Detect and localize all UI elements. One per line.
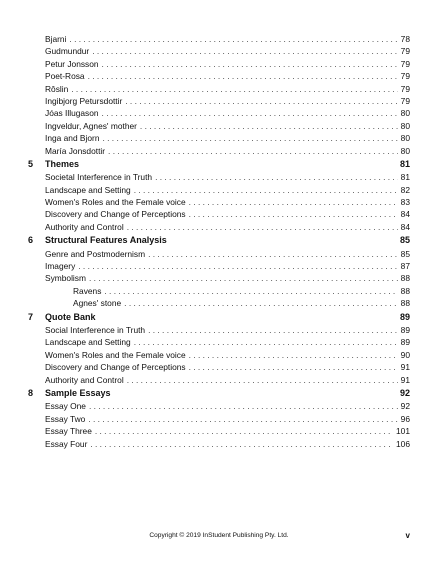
dot-leader <box>89 400 398 412</box>
toc-entry[interactable] <box>28 221 410 233</box>
entry-title: Discovery and Change of Perceptions <box>45 362 186 373</box>
entry-page-number: 81 <box>400 172 410 183</box>
dot-leader <box>114 386 397 400</box>
dot-leader <box>89 272 398 284</box>
entry-title: Quote Bank <box>45 311 96 322</box>
toc-chapter-entry[interactable] <box>28 157 410 171</box>
toc-entry[interactable] <box>28 374 410 386</box>
chapter-number: 5 <box>28 158 34 169</box>
entry-page-number: 89 <box>400 337 410 348</box>
entry-page-number: 80 <box>400 120 410 131</box>
dot-leader <box>134 184 398 196</box>
dot-leader <box>189 349 398 361</box>
chapter-number: 8 <box>28 387 34 398</box>
dot-leader <box>170 233 397 247</box>
dot-leader <box>134 336 398 348</box>
toc-entry[interactable] <box>28 184 410 196</box>
toc-entry[interactable] <box>28 248 410 260</box>
entry-title: Symbolism <box>45 273 86 284</box>
entry-title: Jóas Illugason <box>45 108 99 119</box>
toc-entry[interactable] <box>28 145 410 157</box>
dot-leader <box>104 285 397 297</box>
entry-page-number: 80 <box>400 133 410 144</box>
toc-entry[interactable] <box>28 400 410 412</box>
entry-page-number: 85 <box>400 248 410 259</box>
entry-page-number: 101 <box>396 426 410 437</box>
entry-page-number: 89 <box>400 324 410 335</box>
entry-title: Discovery and Change of Perceptions <box>45 209 186 220</box>
entry-title: Inga and Bjorn <box>45 133 100 144</box>
entry-page-number: 81 <box>399 158 410 169</box>
entry-title: Petur Jonsson <box>45 58 99 69</box>
dot-leader <box>148 324 398 336</box>
entry-title: Landscape and Setting <box>45 184 131 195</box>
dot-leader <box>140 120 398 132</box>
entry-title: Ingveldur, Agnes' mother <box>45 120 137 131</box>
dot-leader <box>102 132 397 144</box>
entry-page-number: 80 <box>400 108 410 119</box>
entry-page-number: 79 <box>400 83 410 94</box>
entry-page-number: 88 <box>400 285 410 296</box>
toc-entry[interactable] <box>28 33 410 45</box>
toc-entry[interactable] <box>28 196 410 208</box>
dot-leader <box>127 221 398 233</box>
toc-entry[interactable] <box>28 260 410 272</box>
toc-entry[interactable] <box>28 272 410 284</box>
dot-leader <box>189 196 398 208</box>
entry-title: Themes <box>45 158 80 169</box>
entry-title: Social Interference in Truth <box>45 324 146 335</box>
entry-title: Genre and Postmodernism <box>45 248 146 259</box>
dot-leader <box>189 208 398 220</box>
entry-title: Ingibjorg Petursdottir <box>45 95 123 106</box>
toc-entry[interactable] <box>28 413 410 425</box>
entry-title: Essay Four <box>45 438 88 449</box>
toc-entry[interactable] <box>28 58 410 70</box>
dot-leader <box>124 297 398 309</box>
toc-entry[interactable] <box>28 171 410 183</box>
entry-title: Essay Three <box>45 426 92 437</box>
toc-chapter-entry[interactable] <box>28 233 410 247</box>
entry-page-number: 89 <box>399 311 410 322</box>
entry-title: Bjarni <box>45 34 67 44</box>
toc-entry[interactable] <box>28 361 410 373</box>
toc-entry[interactable] <box>28 349 410 361</box>
toc-entry[interactable] <box>28 336 410 348</box>
entry-page-number: 79 <box>400 71 410 82</box>
toc-entry[interactable] <box>28 70 410 82</box>
entry-page-number: 82 <box>400 184 410 195</box>
toc-entry[interactable] <box>28 45 410 57</box>
table-of-contents <box>28 33 410 450</box>
entry-title: Societal Interference in Truth <box>45 172 153 183</box>
dot-leader <box>102 58 398 70</box>
entry-title: Landscape and Setting <box>45 337 131 348</box>
page-footer <box>0 532 438 544</box>
entry-page-number: 87 <box>400 261 410 272</box>
entry-page-number: 83 <box>400 197 410 208</box>
dot-leader <box>95 425 393 437</box>
entry-page-number: 79 <box>400 46 410 57</box>
entry-title: Poet-Rosa <box>45 71 85 82</box>
entry-title: Ravens <box>73 285 102 296</box>
toc-entry[interactable] <box>28 324 410 336</box>
entry-title: Authority and Control <box>45 374 124 385</box>
entry-page-number: 90 <box>400 349 410 360</box>
dot-leader <box>189 361 398 373</box>
entry-page-number: 88 <box>400 273 410 284</box>
entry-title: Rôslin <box>45 83 69 94</box>
entry-page-number: 80 <box>400 145 410 156</box>
toc-entry[interactable] <box>28 132 410 144</box>
entry-title: Structural Features Analysis <box>45 235 167 246</box>
dot-leader <box>90 438 393 450</box>
dot-leader <box>88 70 398 82</box>
copyright-notice: Copyright © 2019 InStudent Publishing Pty. Ltd. <box>149 532 289 539</box>
entry-title: Authority and Control <box>45 221 124 232</box>
dot-leader <box>99 310 397 324</box>
entry-title: Gudmundur <box>45 46 90 57</box>
toc-entry[interactable] <box>28 285 410 297</box>
entry-title: Essay One <box>45 401 86 412</box>
dot-leader <box>155 171 398 183</box>
toc-entry[interactable] <box>28 95 410 107</box>
toc-entry[interactable] <box>28 120 410 132</box>
toc-entry[interactable] <box>28 297 410 309</box>
toc-entry[interactable] <box>28 208 410 220</box>
toc-entry[interactable] <box>28 425 410 437</box>
page-number: v <box>405 531 410 540</box>
entry-page-number: 78 <box>400 34 410 44</box>
dot-leader <box>92 45 397 57</box>
entry-title: Essay Two <box>45 413 86 424</box>
dot-leader <box>69 33 397 45</box>
entry-page-number: 79 <box>400 58 410 69</box>
entry-title: Agnes' stone <box>73 298 122 309</box>
entry-page-number: 85 <box>399 235 410 246</box>
dot-leader <box>102 107 398 119</box>
chapter-number: 7 <box>28 311 34 322</box>
entry-page-number: 79 <box>400 95 410 106</box>
dot-leader <box>82 157 397 171</box>
dot-leader <box>78 260 397 272</box>
toc-chapter-entry[interactable] <box>28 310 410 324</box>
entry-page-number: 91 <box>400 374 410 385</box>
entry-page-number: 96 <box>400 413 410 424</box>
entry-title: Women's Roles and the Female voice <box>45 197 186 208</box>
dot-leader <box>88 413 397 425</box>
entry-title: Women's Roles and the Female voice <box>45 349 186 360</box>
entry-title: Imagery <box>45 261 76 272</box>
dot-leader <box>71 83 397 95</box>
entry-page-number: 88 <box>400 298 410 309</box>
entry-page-number: 92 <box>400 401 410 412</box>
entry-title: María Jonsdottir <box>45 145 106 156</box>
toc-chapter-entry[interactable] <box>28 386 410 400</box>
entry-page-number: 84 <box>400 221 410 232</box>
entry-page-number: 84 <box>400 209 410 220</box>
dot-leader <box>148 248 398 260</box>
entry-title: Sample Essays <box>45 387 111 398</box>
toc-entry[interactable] <box>28 83 410 95</box>
dot-leader <box>125 95 397 107</box>
entry-page-number: 91 <box>400 362 410 373</box>
dot-leader <box>108 145 398 157</box>
entry-page-number: 92 <box>399 387 410 398</box>
dot-leader <box>127 374 398 386</box>
chapter-number: 6 <box>28 235 34 246</box>
toc-entry[interactable] <box>28 438 410 450</box>
toc-entry[interactable] <box>28 107 410 119</box>
entry-page-number: 106 <box>396 438 410 449</box>
